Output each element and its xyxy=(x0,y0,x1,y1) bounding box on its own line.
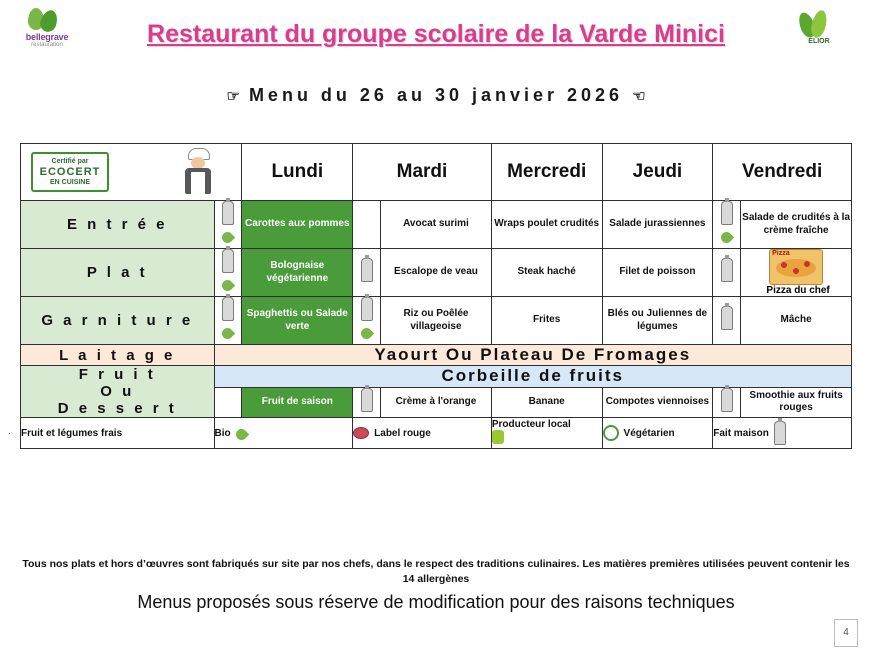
menu-cell-dessert-jeudi: Compotes viennoises xyxy=(602,387,713,418)
laitage-value: Yaourt Ou Plateau De Fromages xyxy=(214,345,852,366)
icon-cell-garniture-mardi xyxy=(353,297,381,345)
homemade-icon xyxy=(721,258,733,282)
page-number: 4 xyxy=(834,619,858,647)
menu-cell-dessert-vendredi: Smoothie aux fruits rouges xyxy=(741,387,852,418)
menu-cell-garniture-jeudi: Blés ou Juliennes de légumes xyxy=(602,297,713,345)
menu-cell-plat-mardi: Escalope de veau xyxy=(381,249,492,297)
leaf-icon xyxy=(719,230,735,246)
row-label-fruit-dessert xyxy=(21,366,215,418)
reserve-note: Menus proposés sous réserve de modification pour des raisons techniques xyxy=(137,592,735,612)
leaf-icon xyxy=(359,326,375,342)
menu-cell-plat-vendredi xyxy=(741,249,852,297)
decoration-left-icon: ☞ xyxy=(226,88,240,105)
icon-cell-garniture-lundi xyxy=(214,297,242,345)
logo-elior-name: ELIOR xyxy=(808,38,830,45)
menu-period-subtitle xyxy=(0,85,872,106)
legend-label-producteur-local: Producteur local xyxy=(491,419,571,431)
icon-cell-garniture-vendredi xyxy=(713,297,741,345)
table-row-garniture xyxy=(21,297,852,345)
fruit-banner: Corbeille de fruits xyxy=(214,366,852,387)
table-row-entree xyxy=(21,201,852,249)
leaf-icon xyxy=(233,426,249,442)
menu-table xyxy=(20,143,852,449)
row-label-plat: P l a t xyxy=(21,249,215,297)
ecocert-badge xyxy=(31,152,109,192)
table-row-legend xyxy=(21,418,852,449)
icon-cell-dessert-vendredi xyxy=(713,387,741,418)
menu-cell-garniture-mardi: Riz ou Poêlée villageoise xyxy=(381,297,492,345)
legend-item-vegetarien xyxy=(602,418,713,449)
allergen-note: Tous nos plats et hors d’œuvres sont fabriqués sur site par nos chefs, dans le respect des traditions culinaires. Les matières premières utilisées peuvent contenir les 14 allergènes xyxy=(22,558,850,585)
menu-cell-garniture-mercredi: Frites xyxy=(491,297,602,345)
homemade-icon xyxy=(361,258,373,282)
homemade-icon xyxy=(721,201,733,225)
ecocert-line2: ECOCERT xyxy=(39,166,101,179)
day-header-mardi: Mardi xyxy=(353,144,492,201)
logo-bellegrave-sub: restauration xyxy=(31,42,63,48)
homemade-icon xyxy=(361,297,373,321)
row-label-entree: E n t r é e xyxy=(21,201,215,249)
day-header-mercredi: Mercredi xyxy=(491,144,602,201)
legend-item-fruits-frais xyxy=(21,418,215,449)
menu-cell-entree-mardi: Avocat surimi xyxy=(381,201,492,249)
menu-cell-entree-jeudi: Salade jurassiennes xyxy=(602,201,713,249)
leaf-icon xyxy=(220,326,236,342)
menu-period-text: Menu du 26 au 30 janvier 2026 xyxy=(248,85,624,105)
legend-item-producteur-local xyxy=(491,418,602,449)
homemade-icon xyxy=(721,306,733,330)
legend-label-fruits-frais: Fruit et légumes frais xyxy=(21,427,123,439)
icon-cell-dessert-mardi xyxy=(353,387,381,418)
row-label-fruit-line1: F r u i t xyxy=(78,366,156,384)
menu-cell-entree-lundi: Carottes aux pommes xyxy=(242,201,353,249)
row-label-fruit-line3: D e s s e r t xyxy=(57,400,177,418)
legend-label-vegetarien: Végétarien xyxy=(623,427,675,439)
logo-bellegrave-name: bellegrave xyxy=(25,32,69,42)
ecocert-line3: EN CUISINE xyxy=(49,178,91,186)
legend-item-fait-maison xyxy=(713,418,852,449)
page-title: Restaurant du groupe scolaire de la Varde Minici xyxy=(147,20,725,48)
homemade-icon xyxy=(222,201,234,225)
legend-label-label-rouge: Label rouge xyxy=(374,427,431,439)
icon-cell-entree-lundi xyxy=(214,201,242,249)
day-header-jeudi: Jeudi xyxy=(602,144,713,201)
row-label-garniture: G a r n i t u r e xyxy=(21,297,215,345)
table-row-laitage xyxy=(21,345,852,366)
decoration-right-icon: ☜ xyxy=(632,88,646,105)
side-tick-mark: . xyxy=(8,425,12,437)
row-label-fruit-line2: O u xyxy=(100,383,135,401)
chef-icon xyxy=(181,148,215,196)
homemade-icon xyxy=(361,388,373,412)
table-row-fruit-banner xyxy=(21,366,852,387)
ecocert-line1: Certifié par xyxy=(51,158,89,165)
homemade-icon xyxy=(222,249,234,273)
local-producer-icon xyxy=(492,430,504,444)
homemade-icon xyxy=(774,421,786,445)
table-row-plat xyxy=(21,249,852,297)
legend-label-fait-maison: Fait maison xyxy=(713,427,769,439)
leaf-icon xyxy=(220,230,236,246)
legend-item-bio xyxy=(214,418,353,449)
menu-cell-plat-mercredi: Steak haché xyxy=(491,249,602,297)
ecocert-badge-cell xyxy=(21,144,242,201)
menu-cell-dessert-mercredi: Banane xyxy=(491,387,602,418)
icon-cell-entree-vendredi xyxy=(713,201,741,249)
menu-cell-entree-vendredi: Salade de crudités à la crème fraîche xyxy=(741,201,852,249)
day-header-vendredi: Vendredi xyxy=(713,144,852,201)
menu-cell-plat-jeudi: Filet de poisson xyxy=(602,249,713,297)
pizza-image: Pizza xyxy=(769,249,823,285)
homemade-icon xyxy=(721,388,733,412)
menu-cell-dessert-lundi: Fruit de saison xyxy=(242,387,353,418)
row-label-laitage: L a i t a g e xyxy=(21,345,215,366)
day-header-lundi: Lundi xyxy=(242,144,353,201)
menu-cell-garniture-lundi: Spaghettis ou Salade verte xyxy=(242,297,353,345)
icon-cell-dessert-lundi xyxy=(214,387,242,418)
menu-cell-plat-vendredi-label: Pizza du chef xyxy=(766,285,830,296)
homemade-icon xyxy=(222,297,234,321)
icon-cell-plat-mardi xyxy=(353,249,381,297)
menu-cell-entree-mercredi: Wraps poulet crudités xyxy=(491,201,602,249)
legend-label-bio: Bio xyxy=(214,427,231,439)
menu-cell-dessert-mardi: Crème à l'orange xyxy=(381,387,492,418)
menu-cell-plat-lundi: Bolognaise végétarienne xyxy=(242,249,353,297)
icon-cell-plat-lundi xyxy=(214,249,242,297)
table-header-row xyxy=(21,144,852,201)
icon-cell-entree-mardi xyxy=(353,201,381,249)
legend-item-label-rouge xyxy=(353,418,492,449)
icon-cell-plat-vendredi xyxy=(713,249,741,297)
meat-icon xyxy=(353,427,369,439)
menu-cell-garniture-vendredi: Mâche xyxy=(741,297,852,345)
leaf-icon xyxy=(220,278,236,294)
vegetarian-icon xyxy=(603,425,619,441)
